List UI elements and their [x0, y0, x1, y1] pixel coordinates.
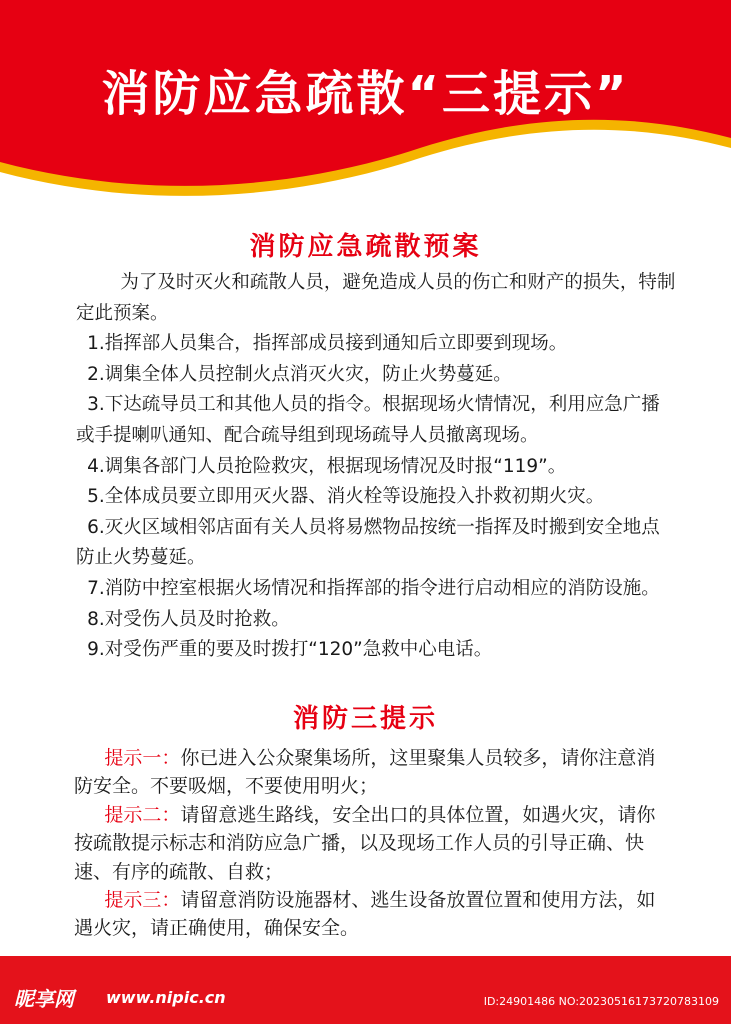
plan-item: 2.调集全体人员控制火点消灭火灾，防止火势蔓延。: [87, 363, 512, 385]
tip-text: 请留意逃生路线，安全出口的具体位置，如遇火灾，请你按疏散提示标志和消防应急广播，以及现场工作人员的引导正确、快速、有序的疏散、自救；: [74, 803, 656, 883]
tip-text: 你已进入公众聚集场所，这里聚集人员较多，请你注意消防安全。不要吸烟，不要使用明火；: [74, 747, 656, 798]
plan-item: 9.对受伤严重的要及时拨打“120”急救中心电话。: [87, 639, 493, 661]
tip-item: [74, 801, 664, 886]
plan-item: 4.调集各部门人员抢险救灾，根据现场情况及时报“119”。: [87, 455, 567, 477]
plan-item: 8.对受伤人员及时抢救。: [87, 608, 290, 630]
tip-label: 提示二：: [104, 803, 181, 826]
plan-intro: 为了及时灭火和疏散人员，避免造成人员的伤亡和财产的损失，特制定此预案。: [76, 272, 676, 324]
tip-item: [74, 744, 664, 801]
plan-section-title: 消防应急疏散预案: [249, 232, 482, 262]
image-id: ID:24901486 NO:20230516173720783109: [483, 995, 719, 1008]
plan-item: 6.灭火区域相邻店面有关人员将易燃物品按统一指挥及时搬到安全地点防止火势蔓延。: [76, 516, 660, 569]
plan-item: 1.指挥部人员集合，指挥部成员接到通知后立即要到现场。: [87, 333, 568, 355]
brand-url: www.nipic.cn: [106, 988, 226, 1007]
plan-item: 5.全体成员要立即用灭火器、消火栓等设施投入扑救初期火灾。: [87, 486, 605, 508]
tip-label: 提示一：: [104, 747, 181, 769]
page-title: 消防应急疏散“三提示”: [101, 66, 630, 122]
tip-label: 提示三：: [104, 889, 181, 912]
tip-text: 请留意消防设施器材、逃生设备放置位置和使用方法，如遇火灾，请正确使用，确保安全。: [74, 889, 656, 940]
tip-item: [74, 886, 664, 943]
plan-body: [76, 268, 676, 666]
plan-item: 7.消防中控室根据火场情况和指挥部的指令进行启动相应的消防设施。: [87, 577, 660, 599]
tips-body: [74, 744, 664, 943]
tips-section-title: 消防三提示: [292, 704, 438, 734]
plan-item: 3.下达疏导员工和其他人员的指令。根据现场火情情况，利用应急广播或手提喇叭通知、配合疏导组到现场疏导人员撤离现场。: [76, 394, 660, 446]
brand-logo: 昵享网: [14, 987, 74, 1011]
